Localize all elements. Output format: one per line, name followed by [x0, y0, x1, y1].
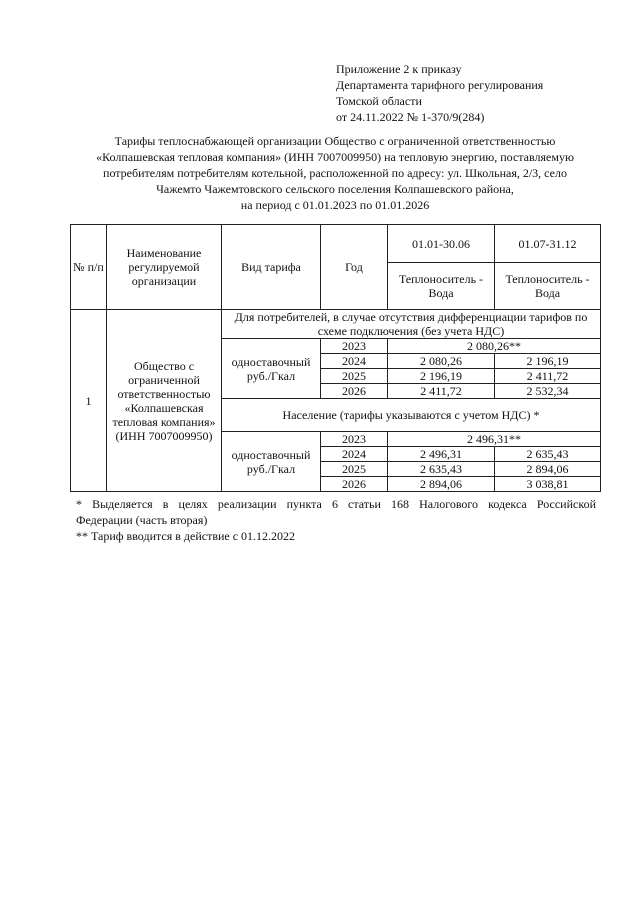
- value-cell: 2 411,72: [495, 369, 601, 384]
- tariff-type-cell: одноставочный руб./Гкал: [222, 432, 321, 492]
- year-cell: 2024: [321, 447, 388, 462]
- header-number: № п/п: [71, 225, 107, 310]
- value-cell: 2 196,19: [495, 354, 601, 369]
- title-line: Чажемто Чажемтовского сельского поселения Колпашевского района,: [156, 182, 514, 196]
- appendix-line: Приложение 2 к приказу: [336, 62, 462, 76]
- title-line: потребителям потребителям котельной, расположенной по адресу: ул. Школьная, 2/3, село: [103, 166, 567, 180]
- tariff-table: [70, 224, 601, 492]
- value-cell-merged: 2 496,31**: [388, 432, 601, 447]
- header-year: Год: [321, 225, 388, 310]
- title-line: Тарифы теплоснабжающей организации Общество с ограниченной ответственностью: [114, 134, 556, 148]
- value-cell: 2 894,06: [388, 477, 495, 492]
- value-cell: 2 080,26: [388, 354, 495, 369]
- tariff-type-cell: одноставочный руб./Гкал: [222, 339, 321, 399]
- footnote-vat-line1: * Выделяется в целях реализации пункта 6 статьи 168 Налогового кодекса Российской: [76, 497, 596, 511]
- header-tariff-type: Вид тарифа: [222, 225, 321, 310]
- year-cell: 2023: [321, 339, 388, 354]
- header-period-2: 01.07-31.12: [495, 225, 601, 263]
- appendix-line: Департамента тарифного регулирования: [336, 78, 544, 92]
- organization-name: Общество с ограниченной ответственностью «Колпашевская тепловая компания» (ИНН 7007009950): [107, 310, 222, 492]
- appendix-block: [336, 61, 543, 125]
- header-period-1: 01.01-30.06: [388, 225, 495, 263]
- value-cell: 2 635,43: [388, 462, 495, 477]
- year-cell: 2025: [321, 462, 388, 477]
- footnote-vat: [76, 496, 596, 528]
- value-cell: 2 196,19: [388, 369, 495, 384]
- title-line: «Колпашевская тепловая компания» (ИНН 7007009950) на тепловую энергию, поставляемую: [96, 150, 574, 164]
- year-cell: 2026: [321, 477, 388, 492]
- value-cell: 2 532,34: [495, 384, 601, 399]
- year-cell: 2023: [321, 432, 388, 447]
- value-cell: 3 038,81: [495, 477, 601, 492]
- title-line: на период с 01.01.2023 по 01.01.2026: [240, 198, 430, 212]
- appendix-line: от 24.11.2022 № 1-370/9(284): [336, 110, 485, 124]
- section-caption-population: Население (тарифы указываются с учетом НДС) *: [222, 399, 601, 432]
- header-carrier-2: Теплоноситель - Вода: [495, 263, 601, 310]
- document-title: [70, 133, 600, 213]
- row-number: 1: [71, 310, 107, 492]
- value-cell: 2 496,31: [388, 447, 495, 462]
- footnote-effective-date: ** Тариф вводится в действие с 01.12.2022: [76, 529, 296, 543]
- header-organization: Наименование регулируемой организации: [107, 225, 222, 310]
- footnote-vat-line2: Федерации (часть вторая): [76, 513, 208, 527]
- footnotes: [76, 496, 596, 544]
- value-cell: 2 635,43: [495, 447, 601, 462]
- header-carrier-1: Теплоноситель - Вода: [388, 263, 495, 310]
- appendix-line: Томской области: [336, 94, 422, 108]
- year-cell: 2024: [321, 354, 388, 369]
- section-caption-consumers: Для потребителей, в случае отсутствия дифференциации тарифов по схеме подключения (без учета НДС): [222, 310, 601, 339]
- value-cell: 2 894,06: [495, 462, 601, 477]
- value-cell-merged: 2 080,26**: [388, 339, 601, 354]
- year-cell: 2025: [321, 369, 388, 384]
- year-cell: 2026: [321, 384, 388, 399]
- value-cell: 2 411,72: [388, 384, 495, 399]
